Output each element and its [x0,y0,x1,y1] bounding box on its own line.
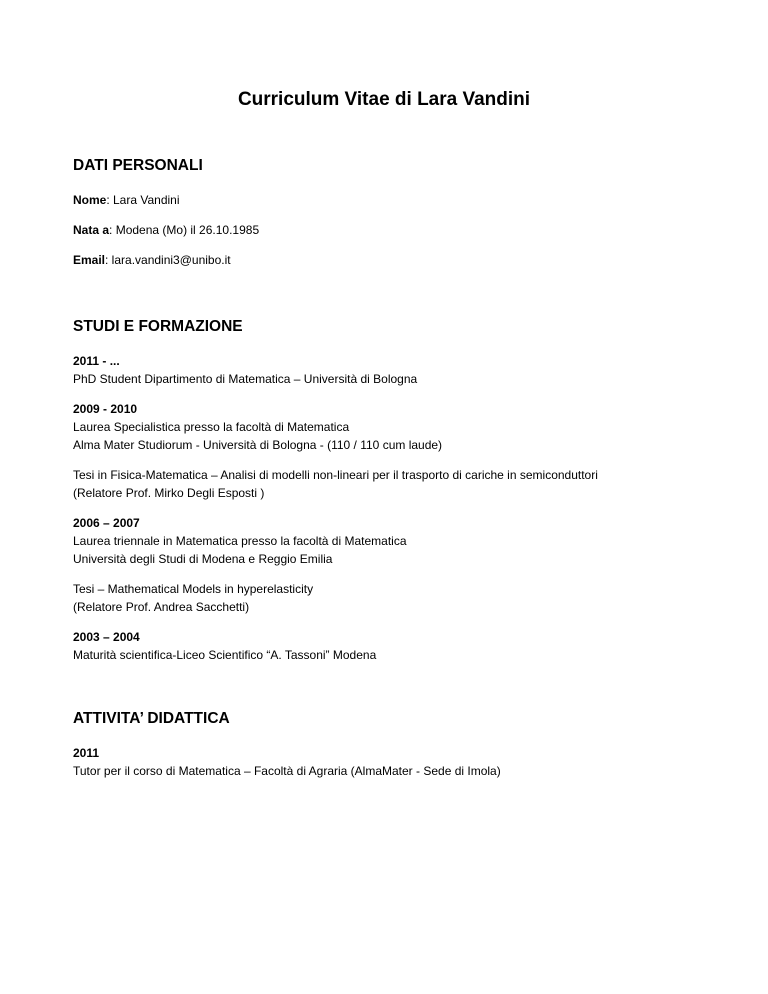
education-line: Maturità scientifica-Liceo Scientifico “A. Tassoni” Modena [73,648,377,662]
education-years: 2009 - 2010 [73,402,138,416]
education-line: Laurea Specialistica presso la facoltà di Matematica [73,420,350,434]
field-birth [73,222,259,238]
field-name [73,192,180,208]
education-years: 2003 – 2004 [73,630,140,644]
section-heading-education: STUDI E FORMAZIONE [73,318,243,335]
field-name-value: : Lara Vandini [106,193,180,207]
teaching-line: Tutor per il corso di Matematica – Facoltà di Agraria (AlmaMater - Sede di Imola) [73,764,501,778]
field-birth-value: : Modena (Mo) il 26.10.1985 [109,223,260,237]
section-heading-personal: DATI PERSONALI [73,157,203,174]
thesis-line: Tesi – Mathematical Models in hyperelasticity [73,582,314,596]
section-heading-teaching: ATTIVITA’ DIDATTICA [73,710,230,727]
education-line: Laurea triennale in Matematica presso la facoltà di Matematica [73,534,407,548]
thesis-line: (Relatore Prof. Mirko Degli Esposti ) [73,486,265,500]
education-line: Università degli Studi di Modena e Reggio Emilia [73,552,333,566]
thesis-line: (Relatore Prof. Andrea Sacchetti) [73,600,250,614]
education-years: 2011 - ... [73,354,120,368]
field-birth-label: Nata a [73,223,110,237]
education-line: Alma Mater Studiorum - Università di Bologna - (110 / 110 cum laude) [73,438,443,452]
thesis-line: Tesi in Fisica-Matematica – Analisi di modelli non-lineari per il trasporto di cariche in semiconduttori [73,468,598,482]
field-email [73,252,231,268]
education-line: PhD Student Dipartimento di Matematica – Università di Bologna [73,372,418,386]
field-email-label: Email [73,253,106,267]
teaching-years: 2011 [73,746,100,760]
field-name-label: Nome [73,193,107,207]
education-years: 2006 – 2007 [73,516,140,530]
document-title: Curriculum Vitae di Lara Vandini [237,89,531,110]
field-email-value: : lara.vandini3@unibo.it [105,253,231,267]
